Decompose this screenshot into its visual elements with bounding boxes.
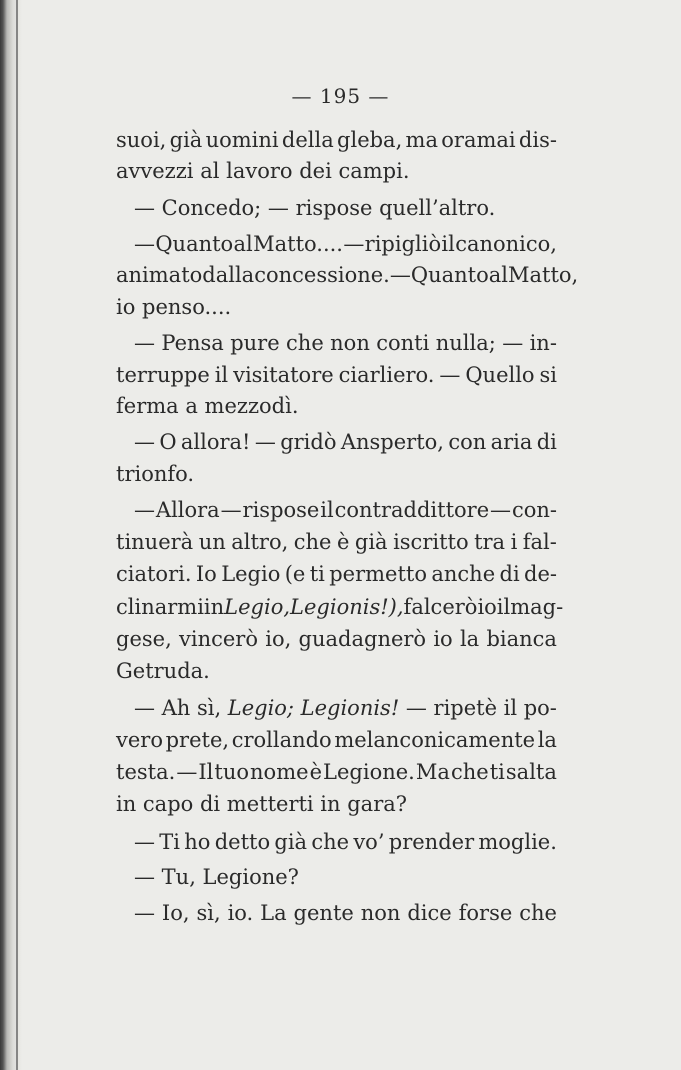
word: — (134, 331, 155, 355)
word: — (134, 430, 155, 454)
word: — (134, 830, 155, 854)
word: Legionis! (300, 696, 400, 720)
word: anche (431, 562, 496, 586)
line-text: avvezzi al lavoro dei campi. (116, 159, 410, 183)
word: un (198, 530, 226, 554)
word: già (274, 830, 308, 854)
word: è (309, 760, 323, 784)
word: — (389, 263, 411, 287)
word: rispose (242, 498, 320, 522)
word: O (159, 430, 177, 454)
page-number: — 195 — (291, 84, 390, 108)
text-line (134, 232, 557, 256)
word: sì, (196, 901, 221, 925)
word: ciatori. (116, 562, 192, 586)
word: gridò (280, 430, 337, 454)
word: melanconicamente (334, 728, 536, 752)
word: della (281, 128, 334, 152)
word: animato (116, 263, 203, 287)
text-line (134, 430, 557, 454)
word: gese, (116, 627, 172, 651)
word: Ah (161, 696, 191, 720)
word: ripigliò (364, 232, 442, 256)
word: guadagnerò (298, 627, 427, 651)
word: Io (195, 562, 217, 586)
word: — (134, 232, 155, 256)
word: — (502, 331, 524, 355)
text-line (116, 562, 557, 586)
word: allora! (180, 430, 251, 454)
line-text: ferma a mezzodì. (116, 394, 299, 418)
word: già (354, 530, 388, 554)
word: Il (198, 760, 214, 784)
word: tra (474, 530, 506, 554)
word: tinuerà (116, 530, 194, 554)
text-line (116, 530, 557, 554)
word: i (510, 530, 518, 554)
word: Legionis!), (290, 595, 404, 619)
word: suoi, (116, 128, 167, 152)
text-line (116, 263, 579, 287)
word: vero (116, 728, 163, 752)
word: detto (214, 830, 271, 854)
word: sì, (196, 696, 222, 720)
text-line (116, 760, 557, 784)
word: Ti (159, 830, 180, 854)
word: nulla; (435, 331, 496, 355)
line-text: trionfo. (116, 462, 195, 486)
word: vincerò (179, 627, 258, 651)
word: Legio (221, 562, 281, 586)
text-line (116, 462, 194, 486)
word: dis- (518, 128, 557, 152)
word: il (320, 498, 334, 522)
word: il (214, 363, 229, 387)
word: Pensa (161, 331, 224, 355)
word: Ma (415, 760, 450, 784)
word: io, (265, 627, 292, 651)
text-line (116, 363, 557, 387)
word: il (503, 696, 518, 720)
word: — (343, 232, 365, 256)
word: bianca (486, 627, 557, 651)
line-text: — Concedo; — rispose quell’altro. (134, 196, 496, 220)
word: si (539, 363, 557, 387)
word: gente (293, 901, 354, 925)
word: de- (524, 562, 557, 586)
word: la (537, 728, 557, 752)
text-line (116, 728, 557, 752)
word: oramai (441, 128, 516, 152)
book-spine-shadow (0, 0, 22, 1070)
line-text: io penso.... (116, 295, 232, 319)
word: al (233, 232, 253, 256)
text-line (116, 159, 410, 183)
word: dalla (202, 263, 255, 287)
word: che (293, 530, 332, 554)
text-line (134, 830, 557, 854)
word: concessione. (254, 263, 390, 287)
word: forse (458, 901, 513, 925)
word: io (433, 627, 453, 651)
word: — (176, 760, 198, 784)
word: già (169, 128, 203, 152)
word: permetto (329, 562, 428, 586)
word: io. (227, 901, 254, 925)
text-line (116, 295, 231, 319)
word: — (439, 363, 461, 387)
word: Quanto (155, 232, 234, 256)
word: — (405, 696, 427, 720)
word: in- (529, 331, 557, 355)
word: in (203, 595, 225, 619)
word: testa. (116, 760, 176, 784)
word: iscritto (393, 530, 469, 554)
word: Matto, (508, 263, 579, 287)
word: ripetè (433, 696, 498, 720)
word: non (360, 901, 401, 925)
word: il (441, 232, 455, 256)
word: contraddittore (334, 498, 490, 522)
word: dice (407, 901, 452, 925)
word: — (134, 696, 155, 720)
word: po- (523, 696, 557, 720)
text-line (116, 128, 557, 152)
word: al (488, 263, 508, 287)
word: ho (184, 830, 211, 854)
word: aria (490, 430, 533, 454)
word: terruppe (116, 363, 210, 387)
text-line (134, 901, 557, 925)
word: — (490, 498, 512, 522)
word: pure (230, 331, 280, 355)
word: falcerò (403, 595, 478, 619)
word: — (134, 498, 155, 522)
word: ciarliero. (338, 363, 435, 387)
word: nome (250, 760, 309, 784)
word: il (496, 595, 511, 619)
text-line (116, 792, 407, 816)
text-line (134, 498, 557, 522)
word: è (336, 530, 350, 554)
word: non (330, 331, 370, 355)
word: crollando (231, 728, 332, 752)
text-line (116, 595, 564, 619)
word: fal- (522, 530, 557, 554)
word: Matto.... (253, 232, 343, 256)
word: che (311, 830, 350, 854)
word: con- (511, 498, 557, 522)
line-text: in capo di metterti in gara? (116, 792, 408, 816)
word: Quello (465, 363, 535, 387)
word: di (536, 430, 557, 454)
word: Ansperto, (340, 430, 444, 454)
text-line (134, 331, 557, 355)
word: che (450, 760, 489, 784)
word: che (286, 331, 324, 355)
word: Legio, (224, 595, 291, 619)
word: salta (505, 760, 557, 784)
word: prete, (165, 728, 230, 752)
word: (e (284, 562, 306, 586)
word: che (519, 901, 557, 925)
text-line (134, 196, 495, 220)
word: gleba, (337, 128, 403, 152)
word: Quanto (410, 263, 489, 287)
word: — (254, 430, 276, 454)
word: altro, (231, 530, 289, 554)
word: mag- (510, 595, 564, 619)
word: La (260, 901, 287, 925)
word: canonico, (455, 232, 557, 256)
word: ti (489, 760, 505, 784)
line-text: Getruda. (116, 659, 210, 683)
word: Io, (161, 901, 190, 925)
word: tuo (214, 760, 249, 784)
word: moglie. (478, 830, 557, 854)
text-line (116, 627, 557, 651)
word: prender (388, 830, 475, 854)
text-line (134, 696, 557, 720)
word: ti (309, 562, 325, 586)
word: visitatore (233, 363, 334, 387)
word: — (134, 901, 155, 925)
text-line (134, 865, 299, 889)
word: con (448, 430, 487, 454)
word: io (477, 595, 497, 619)
word: Allora (155, 498, 220, 522)
word: vo’ (353, 830, 385, 854)
line-text: — Tu, Legione? (134, 865, 299, 889)
word: di (499, 562, 520, 586)
binding-edge-line (16, 0, 18, 1070)
word: ma (405, 128, 438, 152)
text-line (116, 659, 210, 683)
word: Legio; (227, 696, 295, 720)
word: la (459, 627, 480, 651)
word: uomini (205, 128, 279, 152)
word: Legione. (323, 760, 415, 784)
word: — (220, 498, 242, 522)
text-line (116, 394, 299, 418)
word: conti (376, 331, 430, 355)
word: clinarmi (116, 595, 204, 619)
